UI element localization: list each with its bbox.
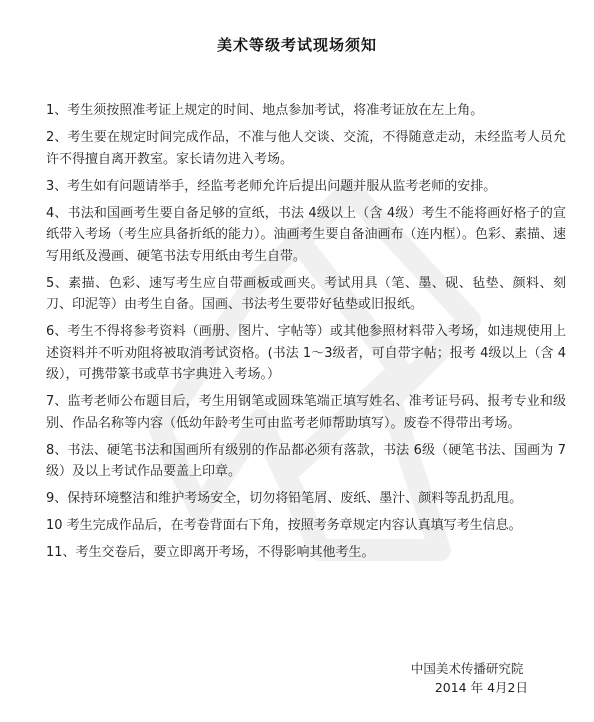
rule-item-11: 11、考生交卷后，要立即离开考场，不得影响其他考生。	[46, 545, 375, 560]
rule-item-9: 9、保持环境整洁和维护考场安全，切勿将铅笔屑、废纸、墨汁、颜料等乱扔乱甩。	[46, 491, 523, 506]
rule-item-7: 7、监考老师公布题目后，考生用钢笔或圆珠笔端正填写姓名、准考证号码、报考专业和级别、作品名称等内容（低幼年龄考生可由监考老师帮助填写）。废卷不得带出考场。	[46, 394, 566, 431]
signature-date: 2014 年 4月2日	[434, 680, 528, 695]
rules-list	[46, 100, 566, 569]
signature-block	[411, 659, 528, 697]
page-title: 美术等级考试现场须知	[216, 36, 377, 54]
signature-organization: 中国美术传播研究院	[410, 661, 524, 676]
rule-item-10: 10 考生完成作品后，在考卷背面右下角，按照考务章规定内容认真填写考生信息。	[46, 518, 522, 533]
rule-item-8: 8、书法、硬笔书法和国画所有级别的作品都必须有落款，书法 6级（硬笔书法、国画为 7级）及以上考试作品要盖上印章。	[46, 442, 566, 479]
rule-item-4: 4、书法和国画考生要自备足够的宣纸，书法 4级以上（含 4级）考生不能将画好格子的宣纸带入考场（考生应具备折纸的能力）。油画考生要自备油画布（连内框）。色彩、素描、速写用纸及漫画、硬笔书法专用纸由考生自带。	[46, 205, 567, 264]
rule-item-5: 5、素描、色彩、速写考生应自带画板或画夹。考试用具（笔、墨、砚、毡垫、颜料、刻刀、印泥等）由考生自备。国画、书法考生要带好毡垫或旧报纸。	[46, 275, 566, 312]
rule-item-2: 2、考生要在规定时间完成作品，不准与他人交谈、交流，不得随意走动，未经监考人员允许不得擅自离开教室。家长请勿进入考场。	[46, 130, 566, 167]
rule-item-6: 6、考生不得将参考资料（画册、图片、字帖等）或其他参照材料带入考场，如违规使用上述资料并不听劝阻将被取消考试资格。(书法 1～3级者，可自带字帖；报考 4级以上（含 4级），可携带篆书或草书字典进入考场。）	[46, 324, 566, 382]
rule-item-1: 1、考生须按照准考证上规定的时间、地点参加考试，将准考证放在左上角。	[46, 103, 484, 118]
rule-item-3: 3、考生如有问题请举手，经监考老师允许后提出问题并服从监考老师的安排。	[46, 178, 497, 194]
